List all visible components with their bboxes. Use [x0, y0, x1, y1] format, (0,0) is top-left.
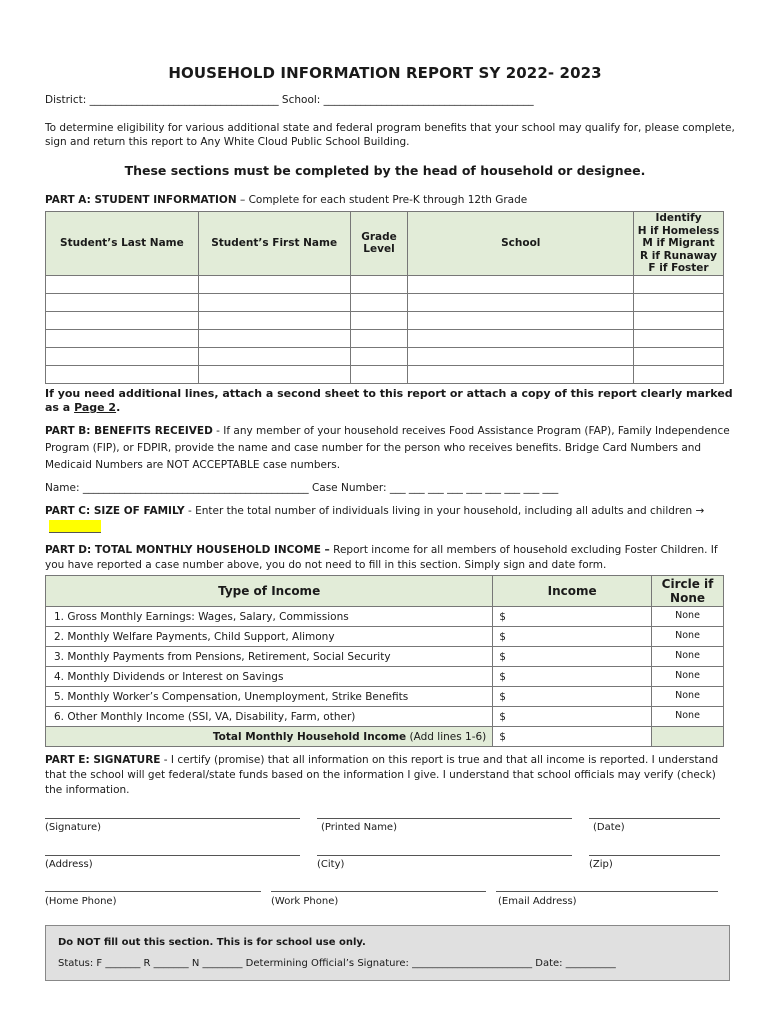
income-type-label: 3. Monthly Payments from Pensions, Retirement, Social Security: [46, 647, 493, 667]
total-income-label: Total Monthly Household Income (Add lines 1-6): [46, 727, 493, 747]
column-circle-if-none: Circle if None: [652, 576, 724, 607]
first-name-cell[interactable]: [198, 365, 350, 383]
last-name-cell[interactable]: [46, 293, 199, 311]
income-row: [46, 627, 724, 647]
zip-line[interactable]: [589, 855, 720, 856]
grade-cell[interactable]: [350, 293, 408, 311]
arrow-right-icon: →: [695, 505, 705, 517]
zip-label: (Zip): [589, 859, 613, 870]
date-label: (Date): [593, 822, 625, 833]
student-information-table: [45, 211, 724, 384]
last-name-cell[interactable]: [46, 311, 199, 329]
none-option[interactable]: None: [652, 667, 724, 687]
identify-cell[interactable]: [634, 275, 724, 293]
printed-name-label: (Printed Name): [321, 822, 397, 833]
last-name-cell[interactable]: [46, 365, 199, 383]
grade-cell[interactable]: [350, 275, 408, 293]
first-name-cell[interactable]: [198, 293, 350, 311]
identify-cell[interactable]: [634, 311, 724, 329]
student-row: [46, 275, 724, 293]
column-type-of-income: Type of Income: [46, 576, 493, 607]
school-use-box: [45, 925, 730, 981]
part-a-heading: [45, 193, 527, 208]
home-phone-line[interactable]: [45, 891, 261, 892]
work-phone-label: (Work Phone): [271, 896, 339, 907]
income-amount-field[interactable]: $: [493, 707, 652, 727]
part-e-title: PART E: SIGNATURE: [45, 754, 161, 766]
total-none-cell: [652, 727, 724, 747]
income-table: [45, 575, 724, 747]
identify-title: Identify: [655, 212, 702, 224]
income-type-label: 1. Gross Monthly Earnings: Wages, Salary, Commissions: [46, 607, 493, 627]
income-amount-field[interactable]: $: [493, 627, 652, 647]
part-c-description: - Enter the total number of individuals living in your household, including all adults and children: [184, 505, 696, 517]
address-label: (Address): [45, 859, 93, 870]
income-row: [46, 707, 724, 727]
part-d-title: PART D: TOTAL MONTHLY HOUSEHOLD INCOME –: [45, 544, 330, 556]
identify-foster: F if Foster: [648, 262, 709, 274]
city-label: (City): [317, 859, 345, 870]
family-size-field[interactable]: [49, 520, 101, 533]
identify-homeless: H if Homeless: [637, 224, 720, 237]
column-identify: [634, 212, 724, 276]
signature-label: (Signature): [45, 822, 102, 833]
date-line[interactable]: [589, 818, 720, 819]
part-d-heading: [45, 543, 735, 573]
page-2-label: Page 2: [74, 401, 117, 414]
column-first-name: Student’s First Name: [198, 212, 350, 276]
city-line[interactable]: [317, 855, 572, 856]
district-school-line[interactable]: District: ____________________________________ School: ________________________________________: [45, 94, 534, 106]
grade-cell[interactable]: [350, 329, 408, 347]
grade-cell[interactable]: [350, 347, 408, 365]
column-grade-level: Grade Level: [350, 212, 408, 276]
first-name-cell[interactable]: [198, 347, 350, 365]
income-amount-field[interactable]: $: [493, 647, 652, 667]
income-row: [46, 647, 724, 667]
total-income-field[interactable]: $: [493, 727, 652, 747]
signature-line[interactable]: [45, 818, 300, 819]
identify-migrant: M if Migrant: [642, 237, 715, 249]
column-income: Income: [493, 576, 652, 607]
identify-cell[interactable]: [634, 293, 724, 311]
income-type-label: 4. Monthly Dividends or Interest on Savings: [46, 667, 493, 687]
part-b-description: - If any member of your household receives Food Assistance Program (FAP), Family Independence Program (FIP), or FDPIR, provide the name and case number for the person who receives benefits. Bridge Card Numbers and Medicaid Numbers are NOT ACCEPTABLE case numbers.: [45, 425, 730, 471]
column-school: School: [408, 212, 634, 276]
income-amount-field[interactable]: $: [493, 667, 652, 687]
school-cell[interactable]: [408, 293, 634, 311]
part-a-title: PART A: STUDENT INFORMATION: [45, 194, 237, 206]
income-type-label: 5. Monthly Worker’s Compensation, Unemployment, Strike Benefits: [46, 687, 493, 707]
none-option[interactable]: None: [652, 707, 724, 727]
email-line[interactable]: [496, 891, 718, 892]
part-b-heading: [45, 423, 735, 474]
part-e-description: - I certify (promise) that all information on this report is true and that all income is reported. I understand that the school will get federal/state funds based on the information I give. I understand that school officials may verify (check) the information.: [45, 754, 719, 796]
none-option[interactable]: None: [652, 647, 724, 667]
part-d-description: Report income for all members of household excluding Foster Children. If you have reported a case number above, you do not need to fill in this section. Simply sign and date form.: [45, 544, 718, 571]
income-row: [46, 607, 724, 627]
page-title: HOUSEHOLD INFORMATION REPORT SY 2022- 2023: [168, 64, 602, 82]
income-amount-field[interactable]: $: [493, 687, 652, 707]
school-cell[interactable]: [408, 347, 634, 365]
identify-cell[interactable]: [634, 347, 724, 365]
identify-cell[interactable]: [634, 329, 724, 347]
income-row: [46, 687, 724, 707]
home-phone-label: (Home Phone): [45, 896, 117, 907]
part-c-title: PART C: SIZE OF FAMILY: [45, 505, 185, 517]
last-name-cell[interactable]: [46, 329, 199, 347]
school-cell[interactable]: [408, 311, 634, 329]
printed-name-line[interactable]: [317, 818, 572, 819]
school-use-status-line: Status: F _______ R _______ N ________ Determining Official’s Signature: ________________________ Date: __________: [58, 958, 616, 969]
student-row: [46, 329, 724, 347]
address-line[interactable]: [45, 855, 300, 856]
column-last-name: Student’s Last Name: [46, 212, 199, 276]
student-row: [46, 311, 724, 329]
intro-paragraph: To determine eligibility for various additional state and federal program benefits that your school may qualify for, please complete, sign and return this report to Any White Cloud Public School Building.: [45, 122, 735, 148]
none-option[interactable]: None: [652, 627, 724, 647]
grade-cell[interactable]: [350, 365, 408, 383]
identify-cell[interactable]: [634, 365, 724, 383]
head-of-household-notice: These sections must be completed by the head of household or designee.: [124, 163, 646, 178]
student-row: [46, 293, 724, 311]
part-b-title: PART B: BENEFITS RECEIVED: [45, 425, 213, 437]
income-type-label: 2. Monthly Welfare Payments, Child Support, Alimony: [46, 627, 493, 647]
identify-runaway: R if Runaway: [640, 249, 718, 262]
work-phone-line[interactable]: [271, 891, 486, 892]
first-name-cell[interactable]: [198, 311, 350, 329]
none-option[interactable]: None: [652, 687, 724, 707]
part-e-heading: [45, 753, 735, 798]
grade-cell[interactable]: [350, 311, 408, 329]
last-name-cell[interactable]: [46, 275, 199, 293]
total-income-row: [46, 727, 724, 747]
school-use-warning: Do NOT fill out this section. This is for school use only.: [58, 937, 366, 948]
student-row: [46, 347, 724, 365]
income-type-label: 6. Other Monthly Income (SSI, VA, Disability, Farm, other): [46, 707, 493, 727]
last-name-cell[interactable]: [46, 347, 199, 365]
income-row: [46, 667, 724, 687]
first-name-cell[interactable]: [198, 329, 350, 347]
email-label: (Email Address): [498, 896, 577, 907]
none-option[interactable]: None: [652, 607, 724, 627]
part-a-description: – Complete for each student Pre-K through 12th Grade: [236, 194, 528, 206]
school-cell[interactable]: [408, 329, 634, 347]
school-cell[interactable]: [408, 365, 634, 383]
benefits-name-case-line[interactable]: Name: ___________________________________________ Case Number: ___ ___ ___ ___ ___ ___ ___ ___ ___: [45, 482, 559, 494]
income-amount-field[interactable]: $: [493, 607, 652, 627]
first-name-cell[interactable]: [198, 275, 350, 293]
additional-lines-note: If you need additional lines, attach a second sheet to this report or attach a copy of this report clearly marked as a Page 2.: [45, 387, 733, 414]
part-c-heading: [45, 503, 735, 537]
school-cell[interactable]: [408, 275, 634, 293]
student-row: [46, 365, 724, 383]
